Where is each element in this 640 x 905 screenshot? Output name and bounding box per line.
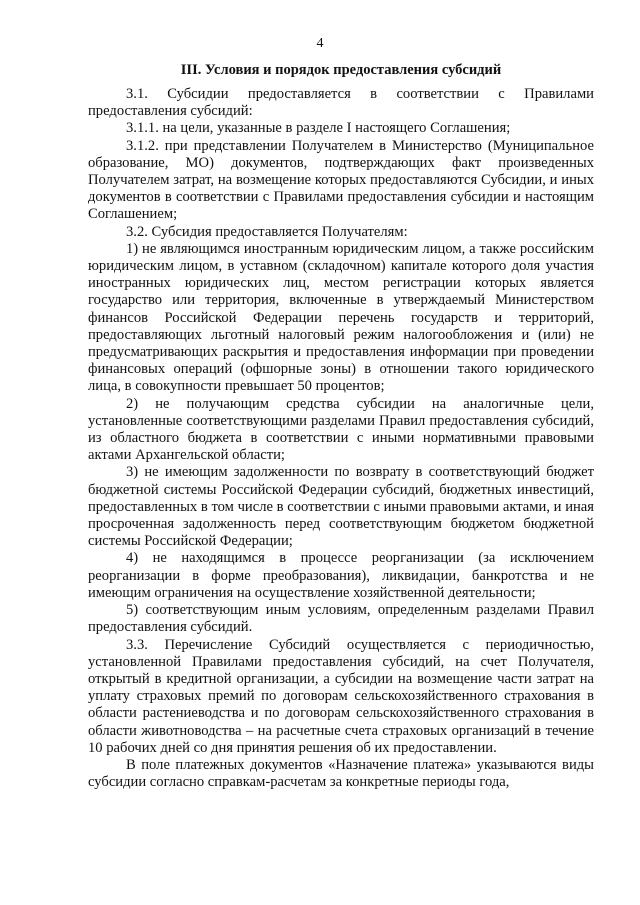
list-item-5: 5) соответствующим иным условиям, определенным разделами Правил предоставления субсидий.	[88, 602, 594, 636]
paragraph-3-2: 3.2. Субсидия предоставляется Получателям:	[126, 223, 408, 240]
page-number: 4	[316, 36, 324, 51]
list-item-3: 3) не имеющим задолженности по возврату в соответствующий бюджет бюджетной системы Российской Федерации субсидий, бюджетных инвестиций, предоставленных в том числе в соответствии с иными правовыми актами, и иная просроченная задолженность перед соответствующим бюджетом бюджетной системы Российской Федерации;	[88, 464, 594, 550]
section-title: III. Условия и порядок предоставления субсидий	[180, 62, 502, 78]
paragraph-3-1-1: 3.1.1. на цели, указанные в разделе I настоящего Соглашения;	[126, 120, 511, 137]
paragraph-3-1: 3.1. Субсидии предоставляется в соответствии с Правилами предоставления субсидий:	[88, 86, 594, 120]
paragraph-payment-purpose: В поле платежных документов «Назначение платежа» указываются виды субсидии согласно справкам-расчетам за конкретные периоды года,	[88, 756, 594, 791]
list-item-4: 4) не находящимся в процессе реорганизации (за исключением реорганизации в форме преобразования), ликвидации, банкротства и не имеющим ограничения на осуществление хозяйственной деятельности;	[88, 550, 594, 601]
list-item-1: 1) не являющимся иностранным юридическим лицом, а также российским юридическим лицом, в уставном (складочном) капитале которого доля участия иностранных юридических лиц, местом регистрации которых является государство или территория, включенные в утверждаемый Министерством финансов Российской Федерации перечень государств и территорий, предоставляющих льготный налоговый режим налогообложения и (или) не предусматривающих раскрытия и предоставления информации при проведении финансовых операций (офшорные зоны) в отношении такого юридического лица, в совокупности превышает 50 процентов;	[88, 240, 594, 395]
document-body	[88, 86, 594, 791]
list-item-2: 2) не получающим средства субсидии на аналогичные цели, установленные соответствующими разделами Правил предоставления субсидий, из областного бюджета в соответствии с иными нормативными правовыми актами Архангельской области;	[88, 395, 594, 464]
paragraph-3-3: 3.3. Перечисление Субсидий осуществляется с периодичностью, установленной Правилами предоставления субсидий, на счет Получателя, открытый в кредитной организации, а субсидии на возмещение части затрат на уплату страховых премий по договорам сельскохозяйственного страхования в области растениеводства и по договорам сельскохозяйственного страхования в области животноводства – на расчетные счета страховых организаций в течение 10 рабочих дней со дня принятия решения об их предоставлении.	[88, 636, 594, 756]
paragraph-3-1-2: 3.1.2. при представлении Получателем в Министерство (Муниципальное образование, МО) документов, подтверждающих факт произведенных Получателем затрат, на возмещение которых предоставляются Субсидии, и иных документов в соответствии с Правилами предоставления субсидии и настоящим Соглашением;	[88, 137, 594, 223]
